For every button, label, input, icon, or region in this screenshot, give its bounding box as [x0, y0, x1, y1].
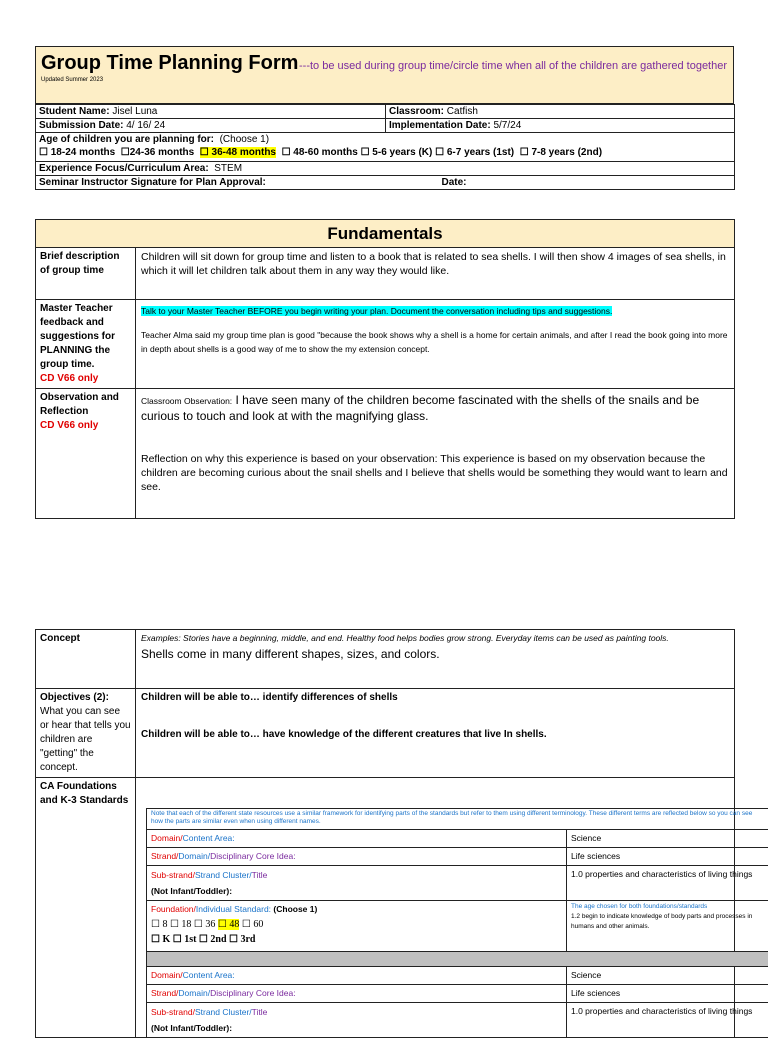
- table-row: [147, 952, 768, 967]
- table-row: [147, 967, 768, 985]
- fundamentals-heading: Fundamentals: [36, 220, 735, 248]
- age-option-5-6[interactable]: ☐ 5-6 years (K): [361, 147, 433, 158]
- master-feedback: Teacher Alma said my group time plan is good "because the book shows why a shell is a home for certain animals, and after I read the book going into more in depth about shells is a good way of me to show the my extension concept.: [141, 328, 729, 356]
- objectives-label-cell: Objectives (2): What you can see or hear that tells you children are "getting" the concept.: [36, 689, 136, 778]
- age-option-24-36[interactable]: ☐24-36 months: [121, 147, 194, 158]
- table-row: [36, 176, 735, 190]
- standards-note: Note that each of the different state resources use a similar framework for identifying parts of the standards but refer to them using different terminology. These different terms are reflected below so you can see how the parts are similar even when using different names.: [147, 809, 768, 830]
- concept-cell[interactable]: [136, 630, 735, 689]
- submission-date-cell[interactable]: Submission Date: 4/ 16/ 24: [36, 119, 386, 133]
- signature-cell[interactable]: Seminar Instructor Signature for Plan Approval: Date:: [36, 176, 735, 190]
- master-teacher-label: Master Teacher feedback and suggestions for PLANNING the group time. CD V66 only: [36, 300, 136, 389]
- updated-note: Updated Summer 2023: [41, 77, 103, 83]
- form-header: [35, 46, 734, 104]
- master-instruction: Talk to your Master Teacher BEFORE you begin writing your plan. Document the conversation including tips and suggestions.: [141, 306, 612, 316]
- implementation-date-cell[interactable]: Implementation Date: 5/7/24: [386, 119, 735, 133]
- domain-value[interactable]: Science: [567, 830, 768, 848]
- foundation-label-cell: Foundation/Individual Standard: (Choose 1) ☐ 8 ☐ 18 ☐ 36 ☐ 48 ☐ 60 ☐ K ☐ 1st ☐ 2nd ☐ 3rd: [147, 901, 567, 952]
- table-row: [147, 985, 768, 1003]
- age-option-36-48[interactable]: ☐ 36-48 months: [200, 147, 276, 158]
- student-name-cell[interactable]: Student Name: Jisel Luna: [36, 105, 386, 119]
- strand-value-2[interactable]: Life sciences: [567, 985, 768, 1003]
- age-cell: Age of children you are planning for: (Choose 1) ☐ 18-24 months ☐24-36 months ☐ 36-48 months ☐ 48-60 months ☐ 5-6 years (K) ☐ 6-7 years (1st) ☐ 7-8 years (2nd): [36, 133, 735, 162]
- age-option-48-60[interactable]: ☐ 48-60 months: [282, 147, 358, 158]
- classroom-cell[interactable]: Classroom: Catfish: [386, 105, 735, 119]
- table-row: [147, 809, 768, 830]
- table-row: [147, 866, 768, 901]
- domain-label: Domain/Content Area:: [147, 830, 567, 848]
- table-row: [36, 105, 735, 119]
- standards-table: [146, 808, 768, 1038]
- objective-2: Children will be able to… have knowledge of the different creatures that live In shells.: [141, 729, 729, 740]
- info-table: [35, 104, 735, 190]
- grade-options[interactable]: ☐ K ☐ 1st ☐ 2nd ☐ 3rd: [151, 934, 255, 945]
- standards-label: CA Foundations and K-3 Standards: [36, 778, 136, 1038]
- substrand-value[interactable]: 1.0 properties and characteristics of living things: [567, 866, 768, 901]
- observation-prefix: Classroom Observation:: [141, 396, 232, 406]
- brief-text[interactable]: Children will sit down for group time and listen to a book that is related to sea shells. I will then show 4 images of sea shells, in which it will let children talk about them in any way they would like.: [136, 248, 735, 300]
- strand-label: Strand/Domain/Disciplinary Core Idea:: [147, 848, 567, 866]
- table-row: [36, 300, 735, 389]
- master-teacher-cell[interactable]: [136, 300, 735, 389]
- concept-text: Shells come in many different shapes, sizes, and colors.: [141, 647, 729, 661]
- brief-label: Brief description of group time: [36, 248, 136, 300]
- table-row: [36, 119, 735, 133]
- age-option-6-7[interactable]: ☐ 6-7 years (1st): [435, 147, 514, 158]
- date-label: Date:: [442, 176, 467, 189]
- age-option-18-24[interactable]: ☐ 18-24 months: [39, 147, 115, 158]
- standard-text: 1.2 begin to indicate knowledge of body parts and processes in humans and other animals.: [571, 913, 752, 930]
- age-label: Age of children you are planning for:: [39, 134, 214, 145]
- observation-cell[interactable]: [136, 389, 735, 519]
- table-row: [36, 248, 735, 300]
- objectives-cell[interactable]: [136, 689, 735, 778]
- classroom-value: Catfish: [447, 106, 478, 117]
- table-row: [147, 830, 768, 848]
- age-48-selected[interactable]: ☐ 48: [218, 919, 239, 930]
- table-row: [147, 1003, 768, 1038]
- objective-1: Children will be able to… identify differences of shells: [141, 692, 729, 703]
- substrand-label: Sub-strand/Strand Cluster/Title (Not Infant/Toddler):: [147, 866, 567, 901]
- master-cd-note: CD V66 only: [40, 373, 98, 384]
- age-option-7-8[interactable]: ☐ 7-8 years (2nd): [520, 147, 602, 158]
- form-subtitle: ---to be used during group time/circle time when all of the children are gathered together: [299, 60, 727, 72]
- fundamentals-table: [35, 219, 735, 519]
- reflection-text: Reflection on why this experience is based on your observation: This experience is based on my observation because the children are becoming curious about the snail shells and I believe that shells would be something they would want to learn and see.: [141, 452, 729, 494]
- observation-cd-note: CD V66 only: [40, 420, 98, 431]
- student-name-value: Jisel Luna: [112, 106, 157, 117]
- substrand-value-2[interactable]: 1.0 properties and characteristics of living things: [567, 1003, 768, 1038]
- substrand-label-2: Sub-strand/Strand Cluster/Title (Not Infant/Toddler):: [147, 1003, 567, 1038]
- table-row: [36, 389, 735, 519]
- foundation-age-options[interactable]: ☐ 8 ☐ 18 ☐ 36 ☐ 48 ☐ 60: [151, 919, 263, 930]
- concept-label: Concept: [36, 630, 136, 689]
- observation-label: Observation and Reflection CD V66 only: [36, 389, 136, 519]
- table-row: [36, 630, 735, 689]
- age-note: The age chosen for both foundations/standards: [571, 903, 707, 910]
- concept-examples: Examples: Stories have a beginning, middle, and end. Healthy food helps bodies grow strong. Everyday items can be used as painting tools.: [141, 632, 729, 644]
- form-title: Group Time Planning Form: [41, 52, 298, 75]
- domain-label-2: Domain/Content Area:: [147, 967, 567, 985]
- table-row: [36, 133, 735, 162]
- table-row: [147, 901, 768, 952]
- foundation-value-cell[interactable]: [567, 901, 768, 952]
- domain-value-2[interactable]: Science: [567, 967, 768, 985]
- table-row: [147, 848, 768, 866]
- focus-cell[interactable]: Experience Focus/Curriculum Area: STEM: [36, 162, 735, 176]
- table-row: [36, 689, 735, 778]
- divider-row: [147, 952, 768, 967]
- objectives-description: What you can see or hear that tells you children are "getting" the concept.: [40, 706, 131, 773]
- strand-label-2: Strand/Domain/Disciplinary Core Idea:: [147, 985, 567, 1003]
- observation-text: I have seen many of the children become fascinated with the shells of the snails and be curious to touch and look at with the magnifying glass.: [141, 393, 699, 423]
- strand-value[interactable]: Life sciences: [567, 848, 768, 866]
- table-row: [36, 162, 735, 176]
